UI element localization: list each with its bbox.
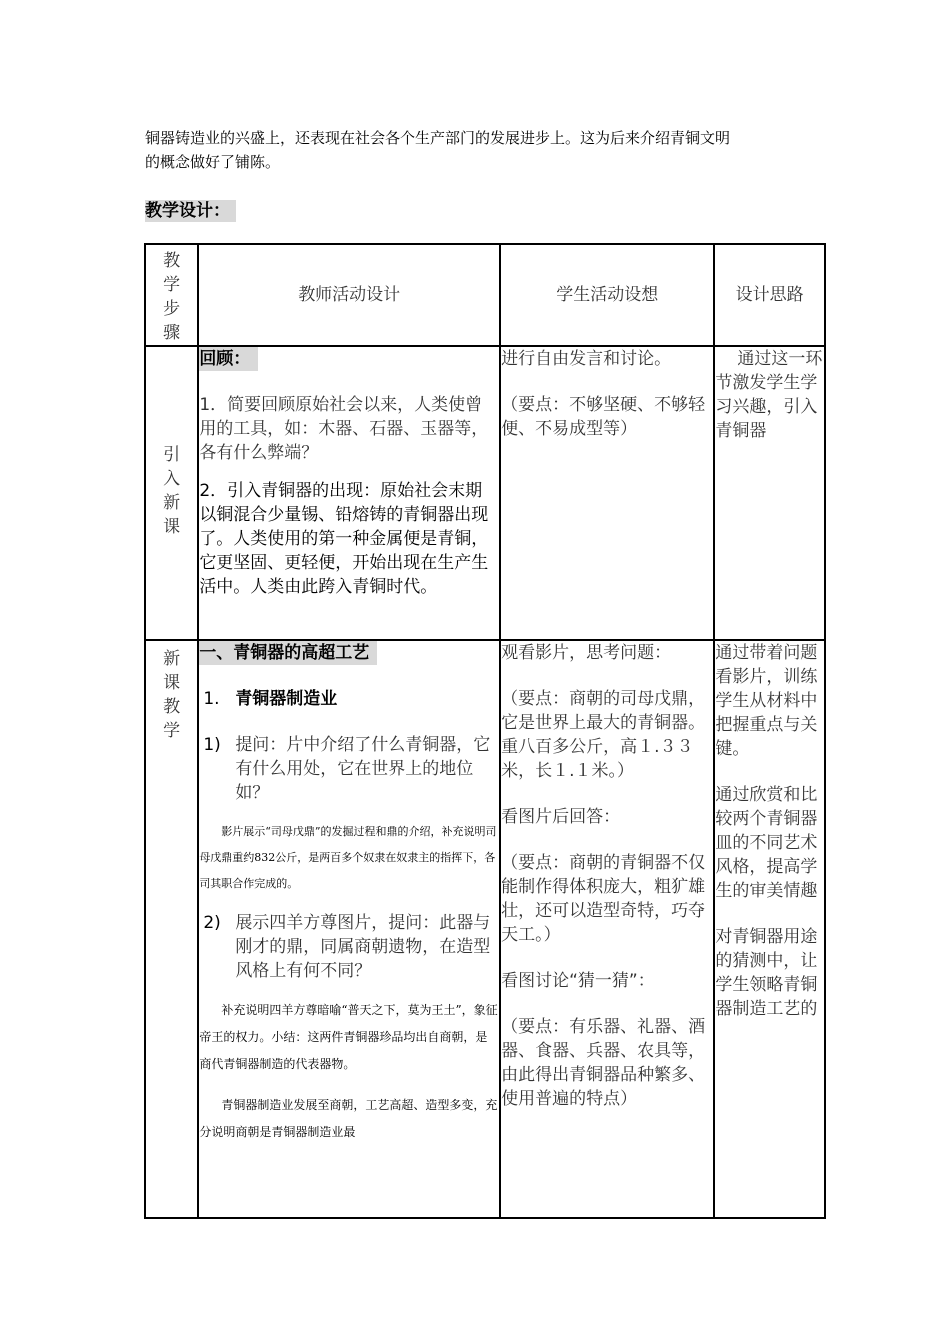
row2-student-p5: 看图讨论“猜一猜”： [501,971,655,991]
row2-teacher-heading: 一、青铜器的高超工艺 [199,641,377,665]
q1-number: 1) [203,735,221,755]
header-step: 教学步骤 [163,251,181,343]
row1-student-p2: （要点：不够坚硬、不够轻便、不易成型等） [501,395,706,439]
row2-student-p2: （要点：商朝的司母戊鼎，它是世界上最大的青铜器。重八百多公斤，高１.３３米，长１.１米。） [501,689,706,781]
row2-design-p2: 通过欣赏和比较两个青铜器皿的不同艺术风格，提高学生的审美情趣 [715,785,818,901]
row2-design-p3: 对青铜器用途的猜测中，让学生领略青铜器制造工艺的 [715,927,818,1019]
row2-student-p4: （要点：商朝的青铜器不仅能制作得体积庞大，粗犷雄壮，还可以造型奇特，巧夺天工。） [501,853,706,945]
row2-teacher-note3: 青铜器制造业发展至商朝，工艺高超、造型多变，充分说明商朝是青铜器制造业最 [199,1098,498,1139]
subtitle-number: 1. [203,689,220,709]
row1-design: 通过这一环节激发学生学习兴趣，引入青铜器 [715,349,823,441]
row2-design-cell [714,640,825,1218]
intro-paragraph [145,126,835,174]
row2-student-p6: （要点：有乐器、礼器、酒器、食器、兵器、农具等，由此得出青铜器品种繁多、使用普遍的特点） [501,1017,706,1109]
intro-line-2: 的概念做好了铺陈。 [145,153,281,171]
row2-step-cell [145,640,198,1218]
row2-teacher-note2: 补充说明四羊方尊暗喻“普天之下，莫为王土”，象征帝王的权力。小结：这两件青铜器珍品均出自商朝，是商代青铜器制造的代表器物。 [199,1003,498,1071]
row2-student-p1: 观看影片，思考问题： [501,643,672,663]
row-new-lesson [145,640,825,1218]
q2-text: 展示四羊方尊图片，提问：此器与刚才的鼎，同属商朝遗物，在造型风格上有何不同？ [235,913,491,981]
row2-teacher-note1: 影片展示“司母戊鼎”的发掘过程和鼎的介绍，补充说明司母戊鼎重约832公斤，是两百多个奴隶在奴隶主的指挥下，各司其职合作完成的。 [199,825,497,890]
section-title: 教学设计： [145,200,236,222]
row-intro [145,346,825,640]
header-row [145,244,825,346]
subtitle-text: 青铜器制造业 [235,689,338,709]
q1-text: 提问：片中介绍了什么青铜器，它有什么用处，它在世界上的地位如？ [235,735,491,803]
row1-teacher-p1: 1．简要回顾原始社会以来，人类使曾用的工具，如：木器、石器、玉器等，各有什么弊端？ [199,395,489,463]
row1-teacher-p2: 2．引入青铜器的出现：原始社会末期以铜混合少量锡、铅熔铸的青铜器出现了。人类使用的第一种金属便是青铜，它更坚固、更轻便，开始出现在生产生活中。人类由此跨入青铜时代。 [199,481,489,597]
header-design: 设计思路 [714,244,825,346]
row2-teacher-q1 [199,733,499,805]
row1-student-cell [500,346,714,640]
row1-design-cell [714,346,825,640]
q2-number: 2) [203,913,221,933]
lesson-plan-table [144,243,826,1219]
row1-step: 引入新课 [163,445,181,537]
row2-teacher-q2 [199,911,499,983]
header-teacher: 教师活动设计 [198,244,500,346]
row2-step: 新课教学 [163,649,181,741]
row1-teacher-cell [198,346,500,640]
intro-line-1: 铜器铸造业的兴盛上，还表现在社会各个生产部门的发展进步上。这为后来介绍青铜文明 [145,129,731,147]
row2-design-p1: 通过带着问题看影片，训练学生从材料中把握重点与关键。 [715,643,818,759]
row2-student-p3: 看图片后回答： [501,807,621,827]
row1-step-cell [145,346,198,640]
row1-teacher-heading: 回顾： [199,347,258,371]
header-step-cell [145,244,198,346]
row1-student-p1: 进行自由发言和讨论。 [501,349,672,369]
row2-student-cell [500,640,714,1218]
row2-teacher-subtitle [199,687,499,711]
header-student: 学生活动设想 [500,244,714,346]
row2-teacher-cell [198,640,500,1218]
